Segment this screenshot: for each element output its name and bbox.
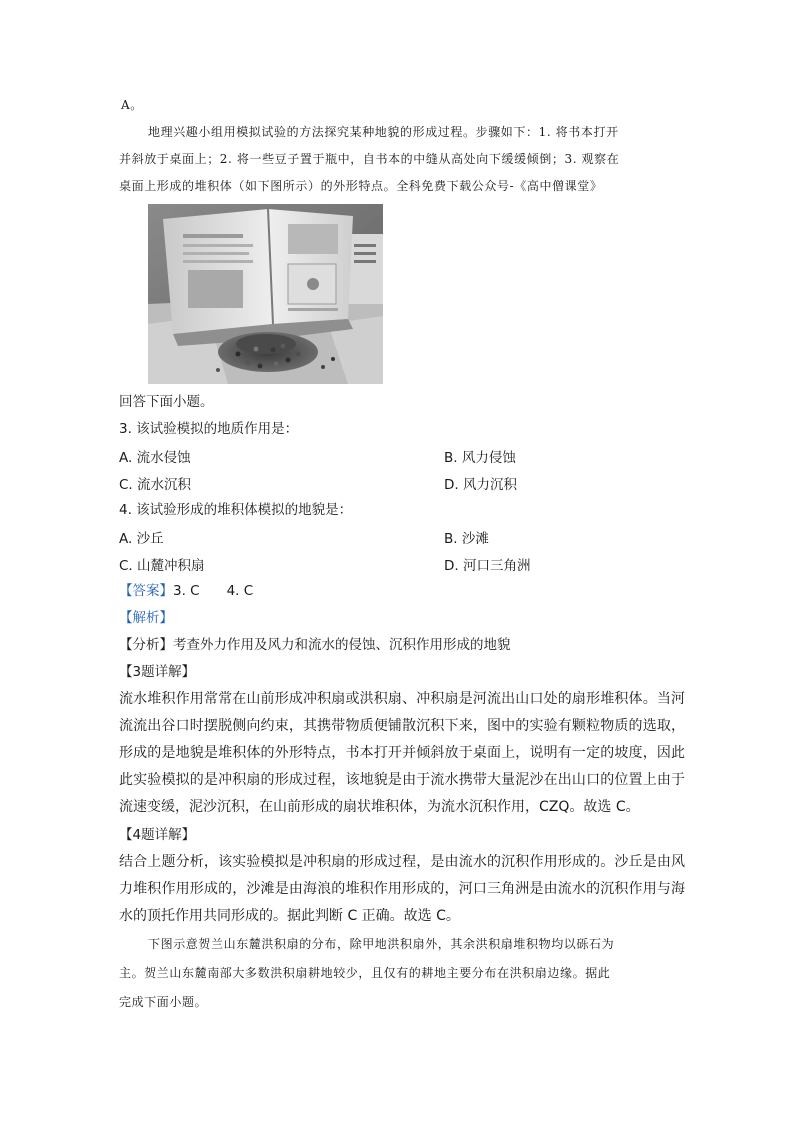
intro-line-4: 桌面上形成的堆积体（如下图所示）的外形特点。全科免费下载公众号-《高中僧课堂》 bbox=[119, 179, 603, 193]
q4-option-c: C. 山麓冲积扇 bbox=[119, 558, 205, 574]
q3-stem: 3. 该试验模拟的地质作用是： bbox=[119, 421, 299, 437]
analysis-label: 【解析】 bbox=[119, 610, 173, 626]
intro-line-3: 并斜放于桌面上；2. 将一些豆子置于瓶中，自书本的中缝从高处向下缓缓倾倒；3. 观察在 bbox=[119, 152, 620, 166]
fenxi-label: 【分析】 bbox=[119, 637, 173, 653]
q4-option-b: B. 沙滩 bbox=[444, 531, 489, 547]
next-line-3: 完成下面小题。 bbox=[119, 995, 208, 1009]
detail4-label: 【4题详解】 bbox=[119, 827, 196, 843]
answer-text: 3. C 4. C bbox=[173, 583, 254, 599]
detail4-text: 结合上题分析，该实验模拟是冲积扇的形成过程，是由流水的沉积作用形成的。沙丘是由风力堆积作用形成的，沙滩是由海浪的堆积作用形成的，河口三角洲是由流水的沉积作用与海水的顶托作用共同形成的。据此判断 C 正确。故选 C。 bbox=[119, 854, 685, 924]
intro-line-1: A。 bbox=[121, 98, 143, 112]
answer-line bbox=[119, 581, 253, 601]
q3-option-b: B. 风力侵蚀 bbox=[444, 450, 516, 466]
q3-option-d: D. 风力沉积 bbox=[444, 477, 517, 493]
fenxi-line bbox=[119, 635, 511, 655]
fenxi-text: 考查外力作用及风力和流水的侵蚀、沉积作用形成的地貌 bbox=[173, 637, 511, 653]
next-line-1: 下图示意贺兰山东麓洪积扇的分布，除甲地洪积扇外，其余洪积扇堆积物均以砾石为 bbox=[148, 937, 615, 951]
q4-option-a: A. 沙丘 bbox=[119, 531, 164, 547]
experiment-photo bbox=[148, 204, 383, 384]
q3-option-c: C. 流水沉积 bbox=[119, 477, 192, 493]
q4-stem: 4. 该试验形成的堆积体模拟的地貌是： bbox=[119, 502, 353, 518]
detail3-text: 流水堆积作用常常在山前形成冲积扇或洪积扇、冲积扇是河流出山口处的扇形堆积体。当河流流出谷口时摆脱侧向约束，其携带物质便铺散沉积下来，图中的实验有颗粒物质的选取，形成的是地貌是堆积体的外形特点，书本打开并倾斜放于桌面上，说明有一定的坡度，因此此实验模拟的是冲积扇的形成过程，该地貌是由于流水携带大量泥沙在出山口的位置上由于流速变缓，泥沙沉积，在山前形成的扇状堆积体，为流水沉积作用，CZQ。故选 C。 bbox=[119, 691, 685, 815]
intro-line-2: 地理兴趣小组用模拟试验的方法探究某种地貌的形成过程。步骤如下：1. 将书本打开 bbox=[148, 125, 619, 139]
prompt-text: 回答下面小题。 bbox=[119, 394, 214, 410]
q3-option-a: A. 流水侵蚀 bbox=[119, 450, 191, 466]
answer-label: 【答案】 bbox=[119, 583, 173, 599]
q4-option-d: D. 河口三角洲 bbox=[444, 558, 531, 574]
detail3-label: 【3题详解】 bbox=[119, 664, 196, 680]
next-line-2: 主。贺兰山东麓南部大多数洪积扇耕地较少，且仅有的耕地主要分布在洪积扇边缘。据此 bbox=[119, 966, 611, 980]
